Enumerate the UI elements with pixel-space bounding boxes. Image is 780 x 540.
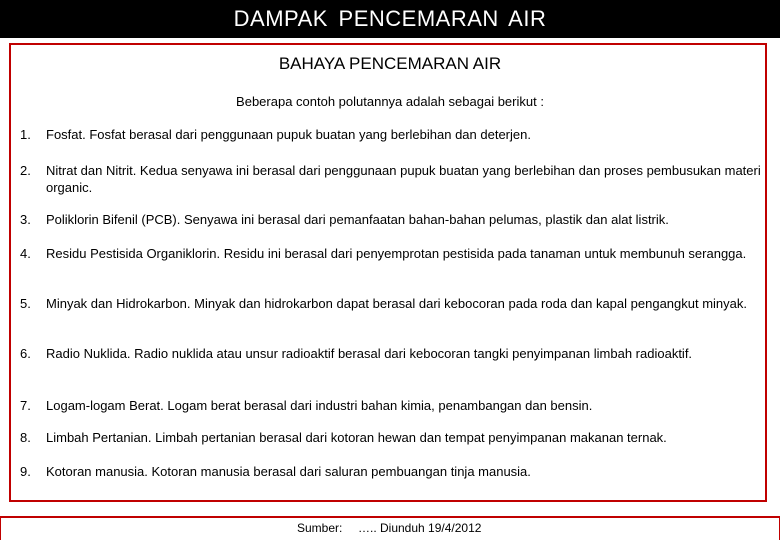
list-item-number: 2.	[20, 163, 31, 178]
list-item-number: 5.	[20, 296, 31, 311]
list-item-number: 8.	[20, 430, 31, 445]
list-item-text: Nitrat dan Nitrit. Kedua senyawa ini berasal dari penggunaan pupuk buatan yang berlebihan dan proses pembusukan materi organic.	[46, 163, 761, 195]
source-label: Sumber:	[297, 521, 343, 535]
list-item-text: Fosfat. Fosfat berasal dari penggunaan pupuk buatan yang berlebihan dan deterjen.	[46, 127, 531, 142]
section-title: BAHAYA PENCEMARAN AIR	[278, 54, 502, 73]
list-item-number: 9.	[20, 464, 31, 479]
list-item-number: 7.	[20, 398, 31, 413]
list-item-text: Minyak dan Hidrokarbon. Minyak dan hidrokarbon dapat berasal dari kebocoran pada roda dan kapal pengangkut minyak.	[46, 296, 747, 311]
intro-text: Beberapa contoh polutannya adalah sebagai berikut :	[236, 94, 544, 109]
list-item-text: Limbah Pertanian. Limbah pertanian berasal dari kotoran hewan dan tempat penyimpanan makanan ternak.	[46, 430, 667, 445]
page-title: DAMPAK PENCEMARAN AIR	[0, 0, 780, 38]
list-item-number: 4.	[20, 246, 31, 261]
list-item-text: Kotoran manusia. Kotoran manusia berasal dari saluran pembuangan tinja manusia.	[46, 464, 531, 479]
list-item-text: Residu Pestisida Organiklorin. Residu ini berasal dari penyemprotan pestisida pada tanaman untuk membunuh serangga.	[46, 246, 747, 261]
list-item-number: 3.	[20, 212, 31, 227]
list-item-text: Logam-logam Berat. Logam berat berasal dari industri bahan kimia, penambangan dan bensin.	[46, 398, 593, 413]
list-item-text: Poliklorin Bifenil (PCB). Senyawa ini berasal dari pemanfaatan bahan-bahan pelumas, plastik dan alat listrik.	[46, 212, 669, 227]
list-item-text: Radio Nuklida. Radio nuklida atau unsur radioaktif berasal dari kebocoran tangki penyimpanan limbah radioaktif.	[46, 346, 693, 361]
list-item-number: 1.	[20, 127, 31, 142]
list-item-number: 6.	[20, 346, 31, 361]
source-value: ….. Diunduh 19/4/2012	[358, 521, 482, 535]
